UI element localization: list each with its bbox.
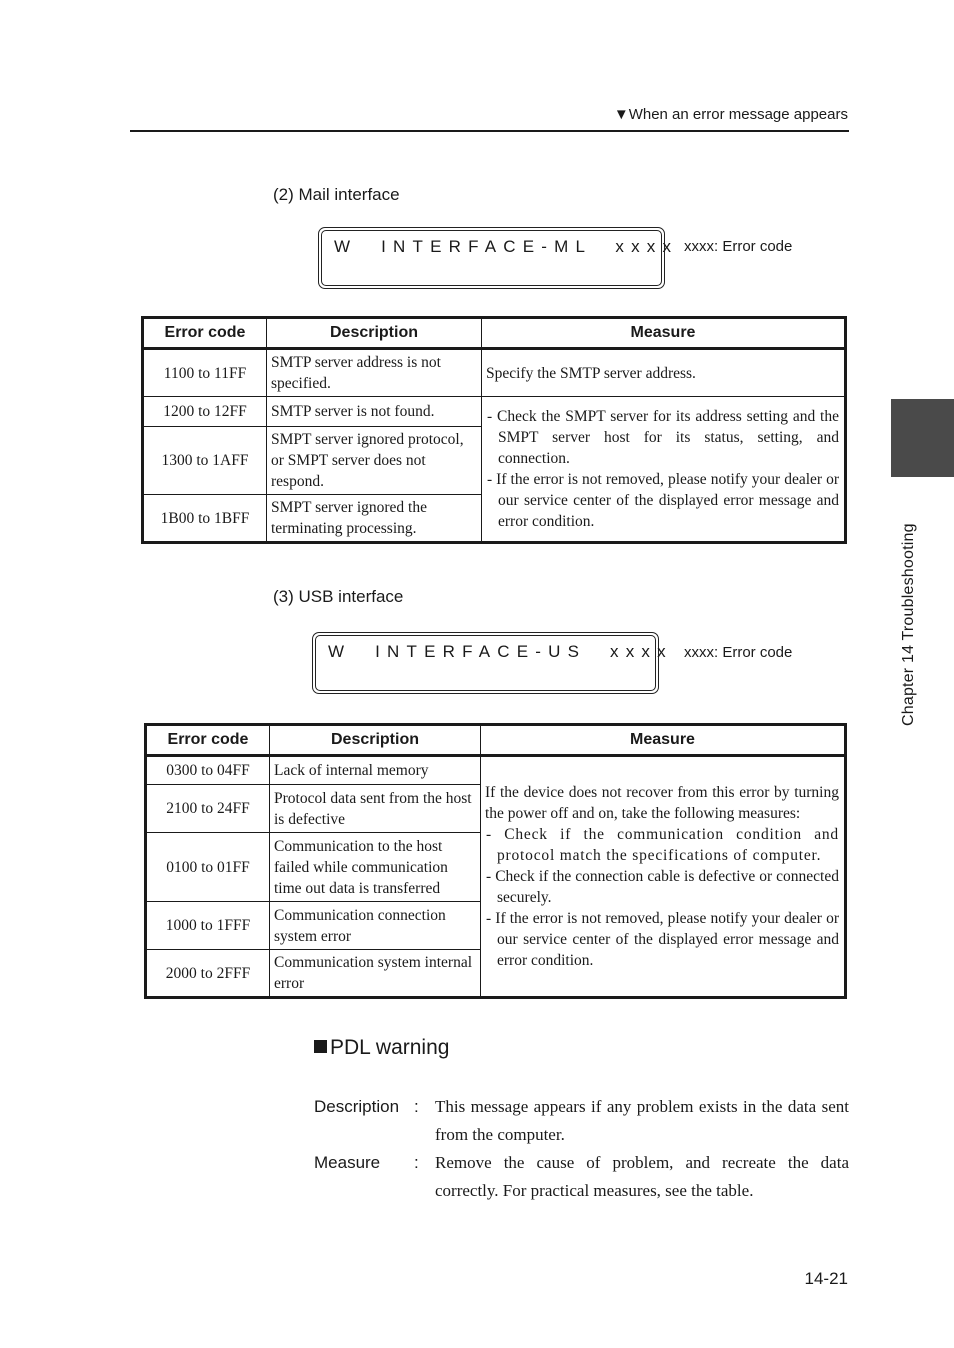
measure-label: Measure: [314, 1153, 381, 1172]
usb-error-table: [144, 723, 847, 999]
error-code-cell: 2000 to 2FFF: [146, 950, 270, 998]
measure-item: - If the error is not removed, please notify your dealer or our service center of the displayed error message and error condition.: [487, 471, 839, 530]
pdl-warning-title-text: PDL warning: [330, 1036, 450, 1059]
usb-code-note: xxxx: Error code: [684, 644, 793, 661]
description-cell: Communication to the host failed while communication time out data is transferred: [270, 833, 481, 902]
description-cell: SMPT server ignored the terminating processing.: [267, 495, 482, 543]
description-cell: Communication system internal error: [270, 950, 481, 998]
page-number: 14-21: [804, 1269, 848, 1288]
chapter-tab: [891, 399, 954, 477]
square-bullet-icon: [314, 1040, 327, 1053]
measure-cell: [481, 756, 846, 998]
mail-error-display: [318, 227, 679, 289]
col-description: Description: [270, 725, 481, 756]
mail-interface-heading: (2) Mail interface: [273, 185, 400, 204]
mail-error-table: [141, 316, 847, 544]
error-code-cell: 1000 to 1FFF: [146, 902, 270, 950]
description-text: This message appears if any problem exists in the data sent from the computer.: [435, 1097, 849, 1144]
measure-item: - Check the SMPT server for its address setting and the SMPT server host for its status, setting, and connection.: [487, 408, 839, 467]
description-cell: SMPT server ignored protocol, or SMPT server does not respond.: [267, 427, 482, 495]
measure-item: - Check if the communication condition and protocol match the specifications of computer.: [486, 826, 839, 864]
running-header: ▼When an error message appears: [613, 106, 848, 123]
measure-cell: [482, 397, 846, 543]
table-row: [143, 397, 846, 427]
measure-cell: Specify the SMTP server address.: [482, 349, 846, 397]
col-description: Description: [267, 318, 482, 349]
description-cell: SMTP server address is not specified.: [267, 349, 482, 397]
error-code-cell: 1100 to 11FF: [143, 349, 267, 397]
measure-item: - Check if the connection cable is defective or connected securely.: [486, 868, 839, 906]
header-rule: [130, 130, 849, 132]
description-label: Description: [314, 1097, 400, 1116]
description-cell: Lack of internal memory: [270, 756, 481, 785]
usb-error-display: [312, 632, 673, 694]
error-code-cell: 1200 to 12FF: [143, 397, 267, 427]
table-row: [143, 349, 846, 397]
measure-intro: If the device does not recover from this error by turning the power off and on, take the following measures:: [485, 784, 839, 822]
error-code-cell: 1B00 to 1BFF: [143, 495, 267, 543]
table-row: [146, 756, 846, 785]
usb-interface-heading: (3) USB interface: [273, 587, 404, 606]
col-error-code: Error code: [146, 725, 270, 756]
description-colon: :: [414, 1097, 419, 1116]
mail-code-note: xxxx: Error code: [684, 238, 793, 255]
error-code-cell: 1300 to 1AFF: [143, 427, 267, 495]
description-cell: Communication connection system error: [270, 902, 481, 950]
measure-item: - If the error is not removed, please notify your dealer or our service center of the displayed error message and error condition.: [486, 910, 839, 969]
description-cell: SMTP server is not found.: [267, 397, 482, 427]
mail-error-display-text: W INTERFACE-ML xxxx: [321, 230, 662, 286]
pdl-warning-title: [314, 1036, 449, 1060]
measure-text: Remove the cause of problem, and recreate the data correctly. For practical measures, see the table.: [435, 1153, 849, 1200]
chapter-label: Chapter 14 Troubleshooting: [900, 523, 917, 726]
error-code-cell: 2100 to 24FF: [146, 785, 270, 833]
description-cell: Protocol data sent from the host is defective: [270, 785, 481, 833]
error-code-cell: 0100 to 01FF: [146, 833, 270, 902]
error-code-cell: 0300 to 04FF: [146, 756, 270, 785]
usb-error-display-text: W INTERFACE-US xxxx: [315, 635, 656, 691]
col-measure: Measure: [481, 725, 846, 756]
col-error-code: Error code: [143, 318, 267, 349]
col-measure: Measure: [482, 318, 846, 349]
measure-colon: :: [414, 1153, 419, 1172]
